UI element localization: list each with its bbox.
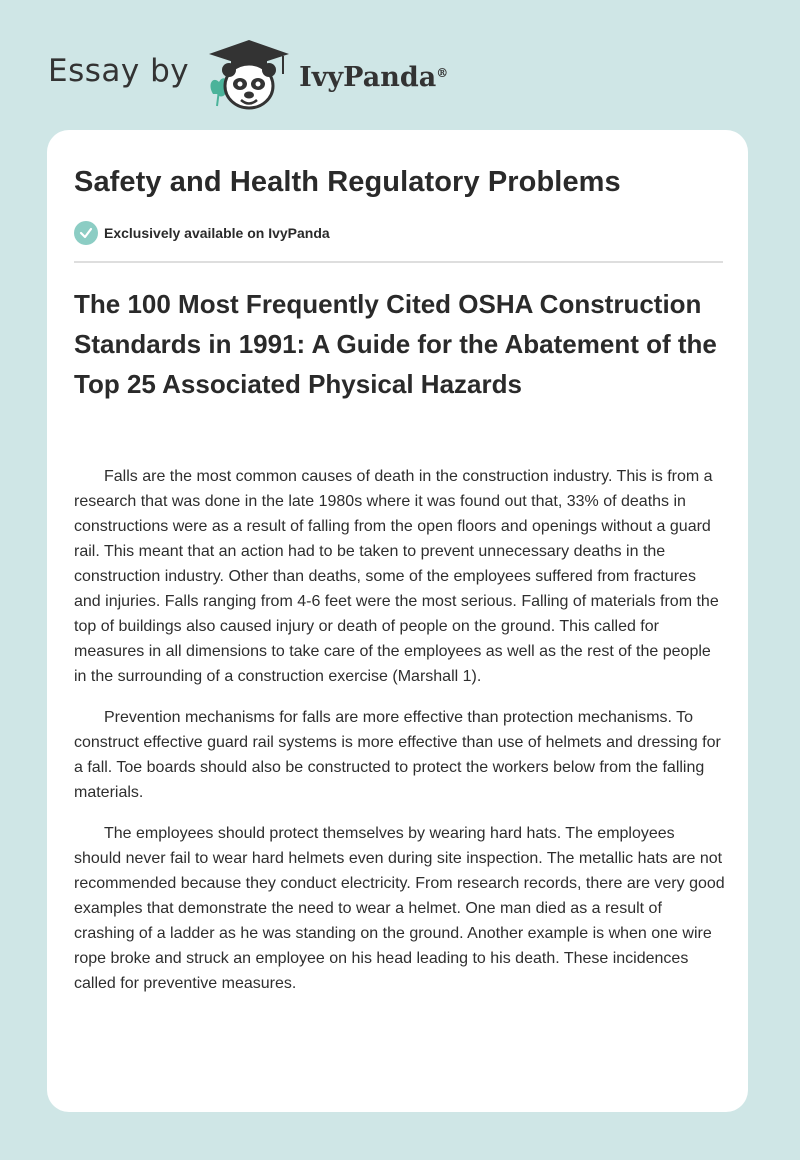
paragraph: Prevention mechanisms for falls are more effective than protection mechanisms. To construct effective guard rail systems is more effective than use of helmets and dressing for a fall. Toe boards should also be constructed to protect the workers below from the falling materials. xyxy=(74,709,721,801)
exclusive-badge xyxy=(74,221,330,245)
registered-mark: ® xyxy=(436,65,449,80)
essay-card xyxy=(47,130,748,1112)
essay-by-label: Essay by xyxy=(48,53,190,89)
section-heading: The 100 Most Frequently Cited OSHA Construction Standards in 1991: A Guide for the Abatement of the Top 25 Associated Physical Hazards xyxy=(74,289,717,399)
site-header xyxy=(48,34,568,114)
paragraph: The employees should protect themselves by wearing hard hats. The employees should never fail to wear hard helmets even during site inspection. The metallic hats are not recommended because they conduct electricity. From research records, there are very good examples that demonstrate the need to wear a helmet. One man died as a result of crashing of a ladder as he was standing on the ground. Another example is when one wire rope broke and struck an employee on his head leading to his death. These incidences called for preventive measures. xyxy=(74,825,725,992)
page-title: Safety and Health Regulatory Problems xyxy=(74,166,621,198)
paragraph: Falls are the most common causes of death in the construction industry. This is from a research that was done in the late 1980s where it was found out that, 33% of deaths in constructions were as a result of falling from the open floors and openings without a guard rail. This meant that an action had to be taken to prevent unnecessary deaths in the construction industry. Other than deaths, some of the employees suffered from fractures and injuries. Falls ranging from 4-6 feet were the most serious. Falling of materials from the top of buildings also caused injury or death of people on the ground. This called for measures in all dimensions to take care of the employees as well as the rest of the people in the surrounding of a construction exercise (Marshall 1). xyxy=(74,468,719,685)
check-icon xyxy=(74,221,98,245)
divider xyxy=(74,261,723,263)
badge-text: Exclusively available on IvyPanda xyxy=(104,225,330,241)
brand-name[interactable]: IvyPanda® xyxy=(299,61,449,93)
essay-body xyxy=(74,464,726,1012)
panda-logo-icon[interactable] xyxy=(203,34,295,114)
